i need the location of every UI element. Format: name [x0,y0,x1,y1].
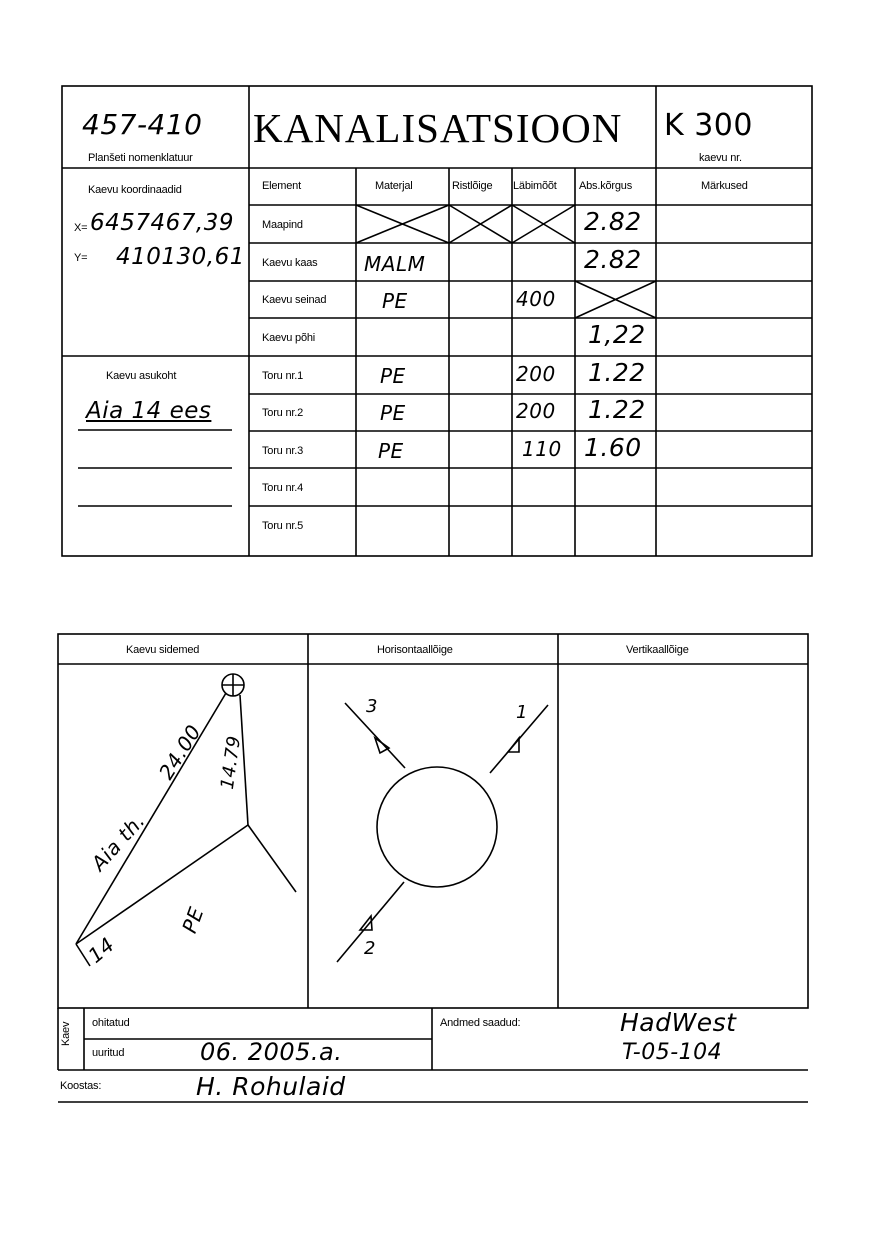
sketch-pipe-label: PE [177,903,209,937]
row-material: PE [380,364,406,388]
sketch-distance-2: 14.79 [216,734,246,791]
side-label: Kaev [60,1021,72,1046]
horizontal-section-drawing [337,703,548,962]
header-cross-section: Ristlõige [452,180,493,192]
row-diameter: 110 [522,437,562,461]
well-label: kaevu nr. [699,152,742,164]
sketch-distance-1: 24.00 [153,720,206,784]
andmed-value-number: T-05-104 [622,1040,723,1065]
row-element: Toru nr.2 [262,407,304,419]
row-element: Kaevu kaas [262,257,318,269]
koostas-label: Koostas: [60,1080,102,1092]
location-value: Aia 14 ees [86,398,212,424]
row-element: Toru nr.5 [262,520,304,532]
pipe-2-label: 2 [364,938,376,959]
row-element: Kaevu põhi [262,332,316,344]
row-material: PE [378,439,404,463]
x-coordinate: 6457467,39 [90,210,235,236]
header-diameter: Läbimõõt [513,180,557,192]
row-element: Toru nr.1 [262,370,304,382]
row-height: 1.60 [584,433,642,462]
header-element: Element [262,180,301,192]
row-diameter: 400 [516,287,556,311]
plan-label: Planšeti nomenklatuur [88,152,193,164]
row-material: PE [380,401,406,425]
page-title: KANALISATSIOON [253,105,623,151]
sketch-street-label: Aia th. [86,808,150,876]
uuritud-label: uuritud [92,1047,125,1059]
koostas-value: H. Rohulaid [196,1072,346,1101]
header-abs-height: Abs.kõrgus [579,180,633,192]
uuritud-value: 06. 2005.a. [200,1038,343,1066]
row-element: Kaevu seinad [262,294,327,306]
andmed-value-source: HadWest [620,1008,737,1037]
row-height: 1.22 [588,395,646,424]
header-material: Materjal [375,180,413,192]
plan-number: 457-410 [82,108,203,141]
row-element: Maapind [262,219,303,231]
ohitatud-label: ohitatud [92,1017,130,1029]
row-material: PE [382,289,408,313]
row-height: 2.82 [584,207,642,236]
row-diameter: 200 [516,362,556,386]
row-element: Toru nr.4 [262,482,304,494]
y-prefix: Y= [74,252,88,264]
vertical-section-header: Vertikaallõige [626,644,689,656]
location-label: Kaevu asukoht [106,370,177,382]
row-material: MALM [364,252,426,276]
coords-label: Kaevu koordinaadid [88,184,182,196]
pipe-3-label: 3 [366,696,378,717]
sketch-house-number: 14 [83,932,120,968]
well-number: K 300 [664,108,753,143]
row-height: 1,22 [588,320,646,349]
pipe-1-label: 1 [516,702,528,723]
row-height: 1.22 [588,358,646,387]
header-notes: Märkused [701,180,748,192]
x-prefix: X= [74,222,88,234]
row-height: 2.82 [584,245,642,274]
sketch-header: Kaevu sidemed [126,644,200,656]
row-diameter: 200 [516,399,556,423]
andmed-label: Andmed saadud: [440,1017,521,1029]
y-coordinate: 410130,61 [116,244,245,270]
row-element: Toru nr.3 [262,445,304,457]
horizontal-section-header: Horisontaallõige [377,644,453,656]
